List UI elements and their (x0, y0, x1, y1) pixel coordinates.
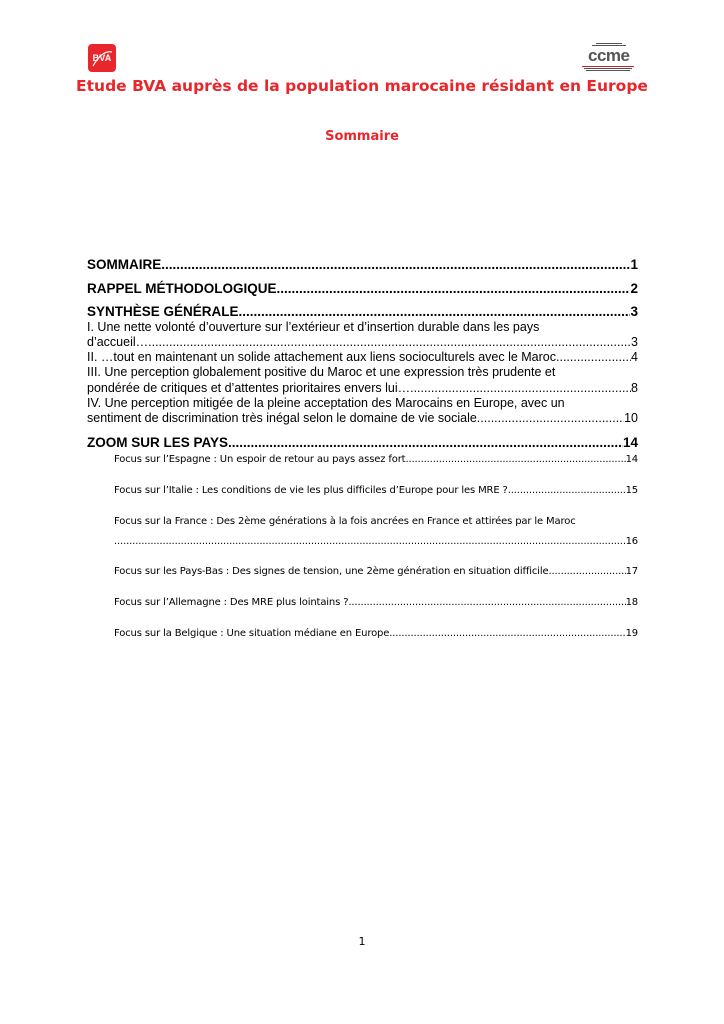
toc-entry-zoom-sur-les-pays[interactable]: ZOOM SUR LES PAYS ..... 14 (87, 434, 638, 451)
toc-entry-focus-pays-bas[interactable]: Focus sur les Pays-Bas : Des signes de tension, une 2ème génération en situation difficile ..... 17 (114, 565, 638, 579)
ccme-logo (582, 42, 634, 72)
toc-entry-focus-belgique[interactable]: Focus sur la Belgique : Une situation médiane en Europe ..... 19 (114, 627, 638, 641)
toc-heading: Sommaire (325, 129, 399, 144)
toc-entry-focus-espagne[interactable]: Focus sur l’Espagne : Un espoir de retour au pays assez fort ..... 14 (114, 453, 638, 467)
page-number: 1 (358, 935, 366, 948)
toc-entry-section-3[interactable]: pondérée de critiques et d’attentes prioritaires envers lui… ..... 8 (87, 381, 638, 396)
toc-entry-focus-france-text[interactable]: Focus sur la France : Des 2ème générations à la fois ancrées en France et attirées par le Maroc (114, 516, 576, 527)
toc-entry-focus-italie[interactable]: Focus sur l’Italie : Les conditions de vie les plus difficiles d’Europe pour les MRE ? ..... 15 (114, 484, 638, 498)
toc-entry-section-1[interactable]: d’accueil… ..... 3 (87, 335, 638, 350)
toc-entry-rappel-methodologique[interactable]: RAPPEL MÉTHODOLOGIQUE ..... 2 (87, 280, 638, 297)
toc-entry-focus-france[interactable]: ..... 16 (114, 535, 638, 549)
bva-logo (88, 44, 116, 72)
ccme-logo-text: ccme (588, 46, 630, 65)
toc-entry-section-2[interactable]: II. …tout en maintenant un solide attachement aux liens socioculturels avec le Maroc ..... 4 (87, 350, 638, 365)
toc-entry-sommaire[interactable]: SOMMAIRE ..... 1 (87, 256, 638, 273)
toc-entry-section-4-text[interactable]: IV. Une perception mitigée de la pleine acceptation des Marocains en Europe, avec un (87, 396, 565, 410)
toc-entry-synthese-generale[interactable]: SYNTHÈSE GÉNÉRALE ..... 3 (87, 303, 638, 320)
toc-entry-section-1-text[interactable]: I. Une nette volonté d’ouverture sur l’extérieur et d’insertion durable dans les pays (87, 320, 540, 334)
toc-entry-section-4[interactable]: sentiment de discrimination très inégal selon le domaine de vie sociale ..... 10 (87, 411, 638, 426)
toc-entry-section-3-text[interactable]: III. Une perception globalement positive du Maroc et une expression très prudente et (87, 365, 556, 379)
toc-entry-focus-allemagne[interactable]: Focus sur l’Allemagne : Des MRE plus lointains ? ..... 18 (114, 596, 638, 610)
bva-logo-text: BVA (92, 53, 112, 63)
document-title: Etude BVA auprès de la population marocaine résidant en Europe (76, 77, 648, 95)
